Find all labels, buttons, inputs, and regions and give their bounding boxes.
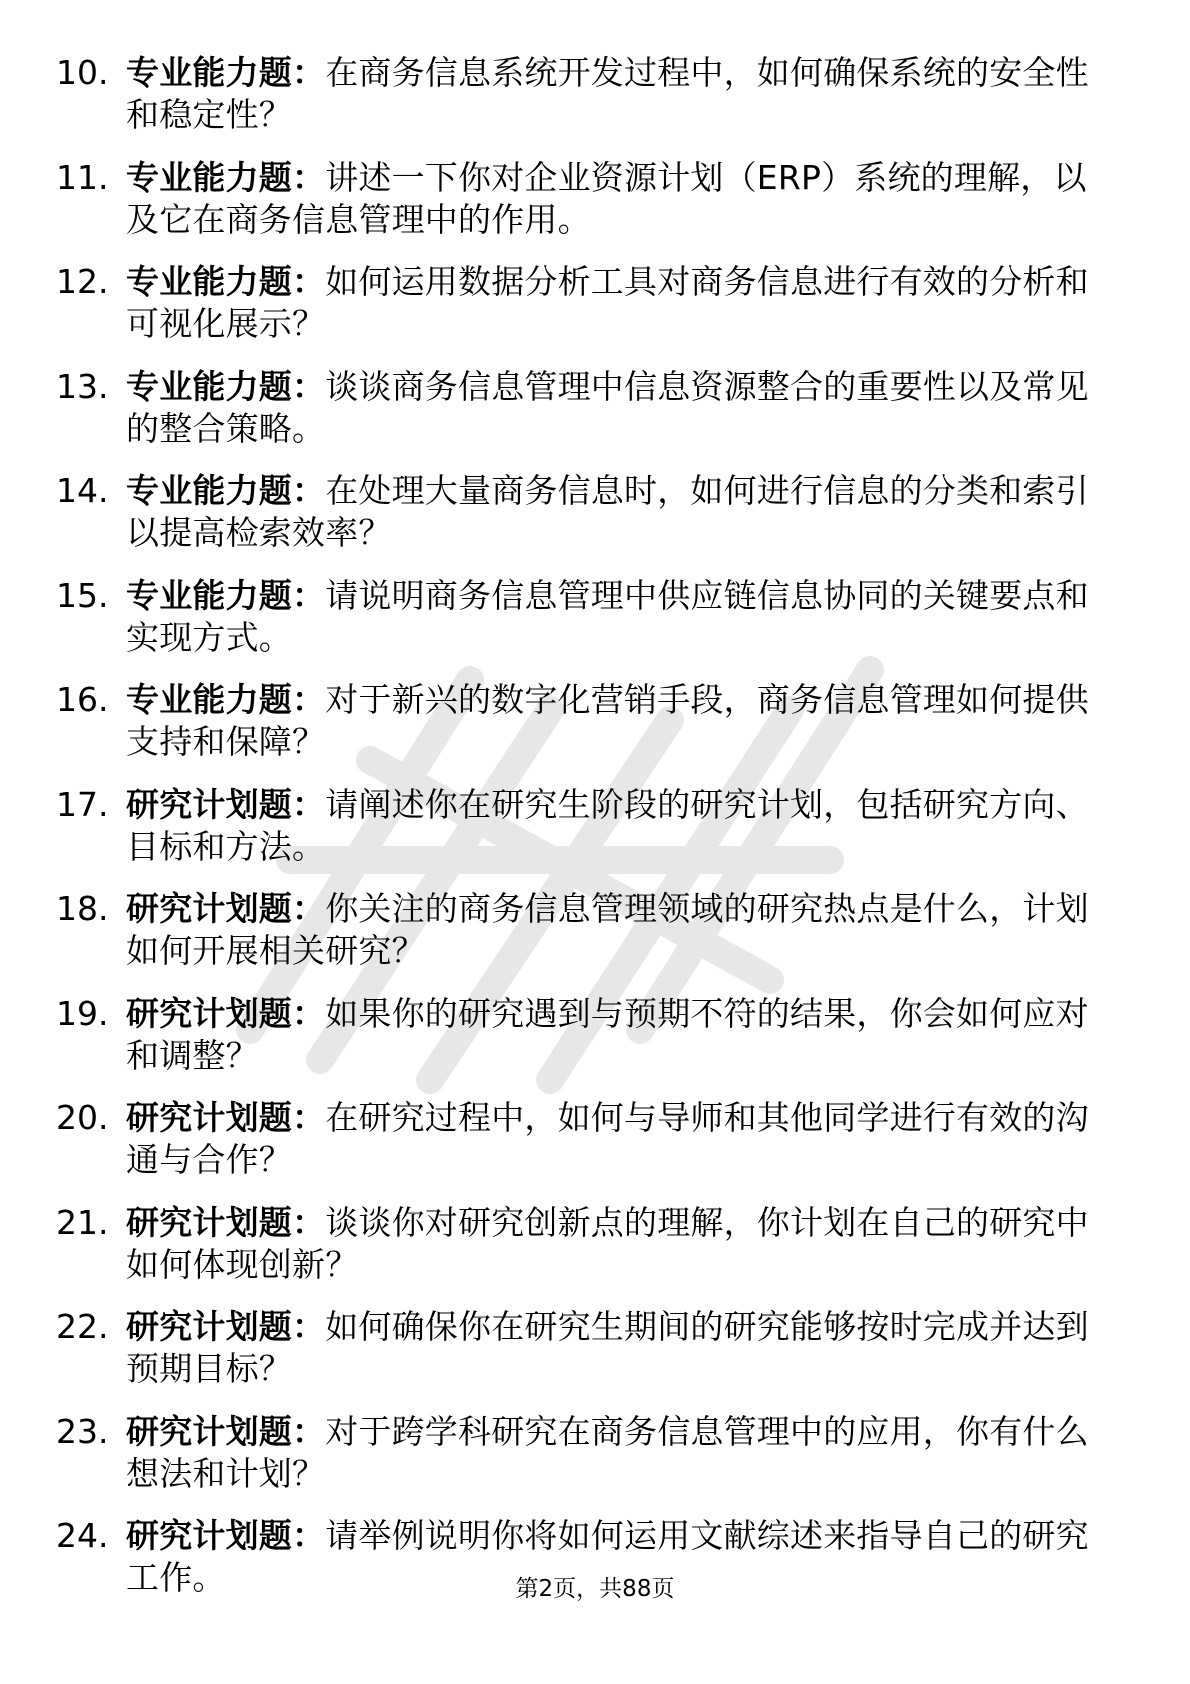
question-item bbox=[56, 1306, 1116, 1411]
question-item bbox=[56, 52, 1116, 157]
question-number: 14. bbox=[56, 471, 109, 510]
question-number: 20. bbox=[56, 1098, 109, 1137]
page-number-label: 第2页，共88页 bbox=[515, 1576, 675, 1602]
question-item bbox=[56, 470, 1116, 575]
question-body bbox=[126, 1202, 1106, 1286]
question-body bbox=[126, 888, 1106, 972]
question-number: 23. bbox=[56, 1411, 109, 1451]
question-category: 专业能力题： bbox=[126, 157, 326, 197]
question-item bbox=[56, 784, 1116, 889]
question-item bbox=[56, 1411, 1116, 1516]
question-item bbox=[56, 679, 1116, 784]
question-category: 专业能力题： bbox=[126, 53, 326, 92]
question-number: 22. bbox=[56, 1307, 109, 1346]
question-text: 如果你的研究遇到与预期不符的结果，你会如何应对和调整？ bbox=[126, 993, 1089, 1075]
question-text: 对于新兴的数字化营销手段，商务信息管理如何提供支持和保障？ bbox=[126, 680, 1089, 761]
question-category: 研究计划题： bbox=[126, 1098, 326, 1137]
question-item bbox=[56, 366, 1116, 471]
question-category: 专业能力题： bbox=[126, 471, 326, 510]
question-text: 请说明商务信息管理中供应链信息协同的关键要点和实现方式。 bbox=[126, 575, 1089, 657]
question-body bbox=[126, 993, 1106, 1077]
question-body bbox=[126, 1411, 1106, 1495]
question-body bbox=[126, 157, 1106, 241]
question-item bbox=[56, 1097, 1116, 1202]
question-body bbox=[126, 261, 1106, 345]
question-number: 17. bbox=[56, 784, 109, 824]
question-body bbox=[126, 1306, 1106, 1390]
question-category: 研究计划题： bbox=[126, 1411, 326, 1451]
question-text: 在商务信息系统开发过程中，如何确保系统的安全性和稳定性？ bbox=[126, 53, 1089, 134]
question-text: 请举例说明你将如何运用文献综述来指导自己的研究工作。 bbox=[126, 1516, 1089, 1597]
page-footer bbox=[0, 1574, 1190, 1604]
question-text: 对于跨学科研究在商务信息管理中的应用，你有什么想法和计划？ bbox=[126, 1411, 1089, 1493]
question-number: 13. bbox=[56, 366, 109, 406]
question-category: 研究计划题： bbox=[126, 1307, 326, 1346]
question-item bbox=[56, 261, 1116, 366]
question-category: 专业能力题： bbox=[126, 262, 326, 301]
question-number: 18. bbox=[56, 889, 109, 928]
question-item bbox=[56, 1202, 1116, 1307]
question-number: 15. bbox=[56, 575, 109, 615]
question-text: 请阐述你在研究生阶段的研究计划，包括研究方向、目标和方法。 bbox=[126, 784, 1089, 866]
question-text: 如何确保你在研究生期间的研究能够按时完成并达到预期目标？ bbox=[126, 1307, 1089, 1388]
question-number: 16. bbox=[56, 680, 109, 719]
question-body bbox=[126, 575, 1106, 659]
question-body bbox=[126, 366, 1106, 450]
question-body bbox=[126, 784, 1106, 868]
question-number: 10. bbox=[56, 53, 109, 92]
question-category: 研究计划题： bbox=[126, 993, 326, 1033]
question-number: 19. bbox=[56, 993, 109, 1033]
question-category: 专业能力题： bbox=[126, 680, 326, 719]
question-category: 专业能力题： bbox=[126, 575, 326, 615]
question-text: 讲述一下你对企业资源计划（ERP）系统的理解，以及它在商务信息管理中的作用。 bbox=[126, 157, 1087, 239]
question-number: 12. bbox=[56, 262, 109, 301]
question-number: 24. bbox=[56, 1516, 109, 1555]
question-item bbox=[56, 157, 1116, 262]
question-body bbox=[126, 470, 1106, 554]
question-category: 专业能力题： bbox=[126, 366, 326, 406]
question-category: 研究计划题： bbox=[126, 889, 326, 928]
question-text: 如何运用数据分析工具对商务信息进行有效的分析和可视化展示？ bbox=[126, 262, 1089, 343]
question-category: 研究计划题： bbox=[126, 1516, 326, 1555]
question-item bbox=[56, 993, 1116, 1098]
question-body bbox=[126, 1097, 1106, 1181]
question-body bbox=[126, 52, 1106, 136]
question-item bbox=[56, 575, 1116, 680]
question-category: 研究计划题： bbox=[126, 1202, 326, 1242]
question-number: 21. bbox=[56, 1202, 109, 1242]
question-body bbox=[126, 679, 1106, 763]
question-text: 你关注的商务信息管理领域的研究热点是什么，计划如何开展相关研究？ bbox=[126, 889, 1089, 970]
question-category: 研究计划题： bbox=[126, 784, 326, 824]
question-text: 谈谈你对研究创新点的理解，你计划在自己的研究中如何体现创新？ bbox=[126, 1202, 1089, 1284]
question-number: 11. bbox=[56, 157, 109, 197]
question-item bbox=[56, 888, 1116, 993]
question-text: 谈谈商务信息管理中信息资源整合的重要性以及常见的整合策略。 bbox=[126, 366, 1089, 448]
question-list bbox=[56, 52, 1116, 1620]
question-text: 在研究过程中，如何与导师和其他同学进行有效的沟通与合作？ bbox=[126, 1098, 1089, 1179]
question-text: 在处理大量商务信息时，如何进行信息的分类和索引以提高检索效率？ bbox=[126, 471, 1089, 552]
